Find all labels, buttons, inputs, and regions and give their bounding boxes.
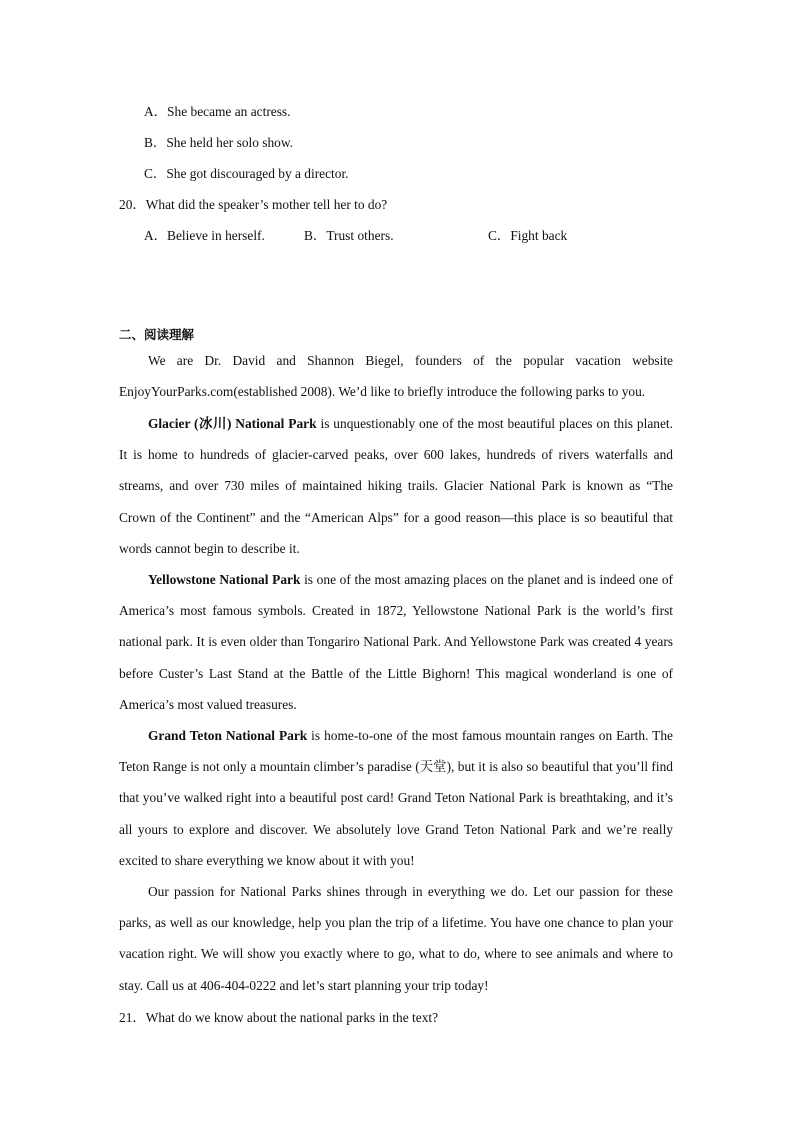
- grand-teton-park-name: Grand Teton National Park: [148, 728, 308, 743]
- q20-option-b: B．Trust others.: [304, 228, 394, 243]
- passage-intro: We are Dr. David and Shannon Biegel, founders of the popular vacation website EnjoyYourParks.com(established 2008). We’d like to briefly introduce the following parks to you.: [119, 353, 673, 400]
- glacier-park-text: is unquestionably one of the most beautiful places on this planet. It is home to hundreds of glacier-carved peaks, over 600 lakes, hundreds of rivers waterfalls and streams, and over 730 miles of maintained hiking trails. Glacier National Park is known as “The Crown of the Continent” and the “American Alps” for a good reason—this place is so beautiful that words cannot begin to describe it.: [119, 416, 673, 556]
- q20-option-a: A．Believe in herself.: [144, 228, 265, 243]
- passage-glacier: [119, 408, 673, 564]
- q21-stem: 21．What do we know about the national parks in the text?: [119, 1010, 439, 1025]
- q19-option-a: A．She became an actress.: [144, 104, 291, 119]
- glacier-park-name: Glacier (冰川) National Park: [148, 416, 317, 431]
- q20-stem: 20．What did the speaker’s mother tell her to do?: [119, 197, 388, 212]
- q19-option-b: B．She held her solo show.: [144, 135, 294, 150]
- yellowstone-park-text: is one of the most amazing places on the planet and is indeed one of America’s most famous symbols. Created in 1872, Yellowstone National Park is the world’s first national park. It is even older than Tongariro National Park. And Yellowstone Park was created 4 years before Custer’s Last Stand at the Battle of the Little Bighorn! This magical wonderland is one of America’s most valued treasures.: [119, 572, 673, 712]
- q20-option-c: C．Fight back: [488, 228, 568, 243]
- passage-closing: Our passion for National Parks shines through in everything we do. Let our passion for these parks, as well as our knowledge, help you plan the trip of a lifetime. You have one chance to plan your vacation right. We will show you exactly where to go, what to do, where to see animals and where to stay. Call us at 406-404-0222 and let’s start planning your trip today!: [119, 884, 673, 993]
- section-title: 二、阅读理解: [119, 327, 195, 342]
- passage-yellowstone: [119, 564, 673, 720]
- q19-option-c: C．She got discouraged by a director.: [144, 166, 349, 181]
- passage-grand-teton: [119, 720, 673, 876]
- grand-teton-park-text: is home-to-one of the most famous mountain ranges on Earth. The Teton Range is not only a mountain climber’s paradise (天堂), but it is also so beautiful that you’ll find that you’ve walked right into a beautiful post card! Grand Teton National Park is breathtaking, and it’s all yours to explore and discover. We absolutely love Grand Teton National Park and we’re really excited to share everything we know about it with you!: [119, 728, 673, 868]
- yellowstone-park-name: Yellowstone National Park: [148, 572, 301, 587]
